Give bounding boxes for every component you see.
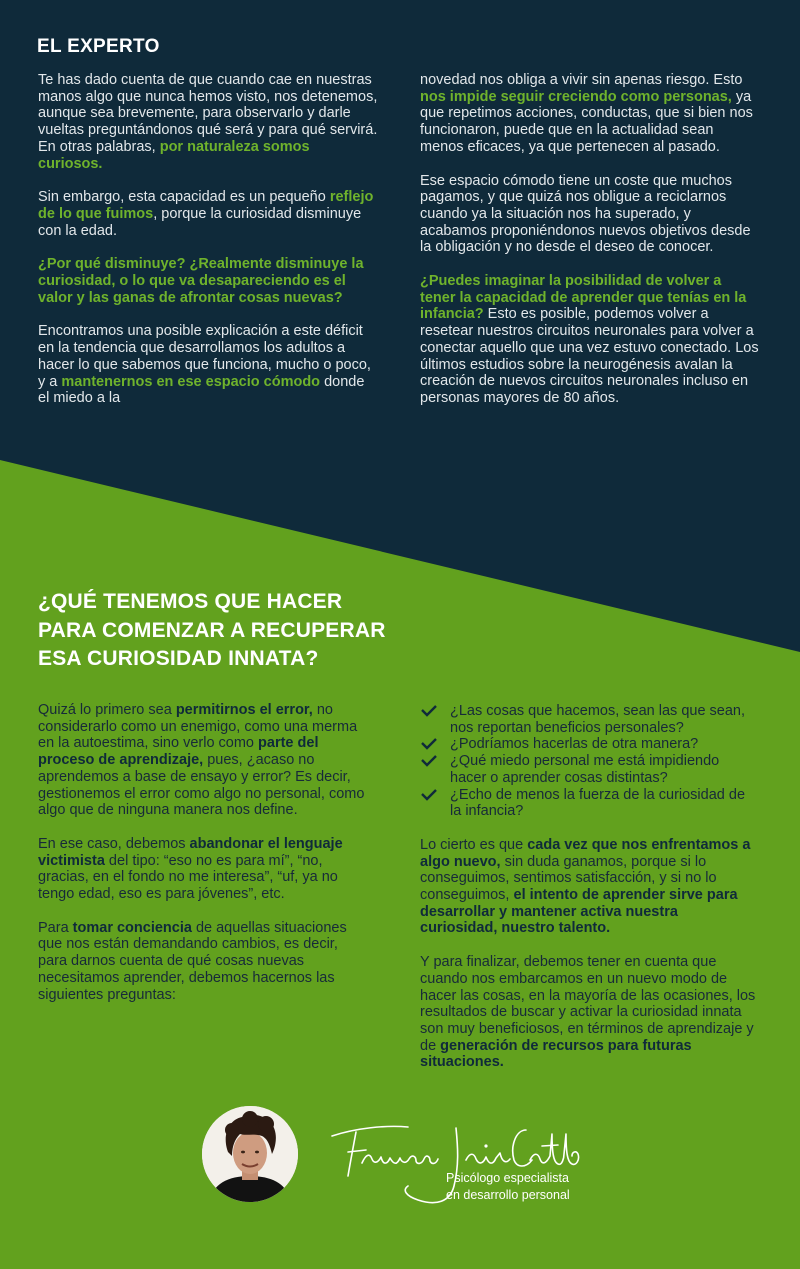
body-text: Encontramos una posible explicación a este déficit en la tendencia que desarrollamos los adultos a hacer lo que sabemos que funciona, mucho o poco, y a bbox=[38, 323, 371, 390]
author-portrait bbox=[202, 1106, 298, 1202]
checkmark-icon bbox=[420, 753, 438, 769]
experto-paragraph bbox=[420, 273, 760, 407]
body-text: Ese espacio cómodo tiene un coste que muchos pagamos, y que quizá nos obligue a reciclarnos cuando ya la situación nos ha superado, y acabamos proponiéndonos nuevos objetivos desde la obligación y no desde el deseo de conocer. bbox=[420, 172, 751, 256]
experto-paragraph bbox=[38, 72, 378, 172]
author-role bbox=[446, 1170, 570, 1204]
experto-paragraph bbox=[420, 72, 760, 156]
author-role-line: Psicólogo especialista bbox=[446, 1171, 569, 1185]
checklist-text: ¿Las cosas que hacemos, sean las que sean, nos reportan beneficios personales? bbox=[450, 703, 746, 736]
checkmark-icon bbox=[420, 736, 438, 752]
checklist-item bbox=[420, 703, 756, 736]
checklist-item bbox=[420, 753, 756, 786]
body-text: Esto es posible, podemos volver a resetear nuestros circuitos neuronales para volver a conectar aquello que una vez estuvo conectado. Los últimos estudios sobre la neurogénesis avalan la creación de nuevos circuitos neuronales incluso en personas mayores de 80 años. bbox=[420, 306, 759, 406]
checklist-text: ¿Podríamos hacerlas de otra manera? bbox=[450, 736, 699, 753]
experto-paragraph bbox=[420, 173, 760, 257]
highlight-text: ¿Por qué disminuye? ¿Realmente disminuye la curiosidad, o lo que va desapareciendo es el valor y las ganas de afrontar cosas nuevas? bbox=[38, 256, 364, 306]
highlight-text: reflejo de lo que fuimos bbox=[38, 189, 374, 222]
section2-paragraph bbox=[420, 954, 756, 1071]
author-avatar bbox=[202, 1106, 298, 1202]
experto-right-column bbox=[420, 72, 760, 407]
body-text: Lo cierto es que bbox=[420, 836, 528, 853]
experto-paragraph bbox=[38, 189, 378, 239]
highlight-text: por naturaleza somos curiosos. bbox=[38, 138, 310, 172]
body-text: pues, ¿acaso no aprendemos a base de ensayo y error? Es decir, gestionemos el error como algo no personal, como algo que de ninguna manera nos define. bbox=[38, 752, 365, 819]
experto-title: EL EXPERTO bbox=[37, 36, 160, 57]
section2-paragraph bbox=[38, 702, 370, 819]
section2-paragraph bbox=[420, 837, 756, 937]
section-title-line: PARA COMENZAR A RECUPERAR bbox=[38, 618, 386, 642]
checklist-item bbox=[420, 736, 756, 753]
highlight-text: generación de recursos para futuras situaciones. bbox=[420, 1037, 692, 1071]
body-text: Sin embargo, esta capacidad es un pequeño bbox=[38, 189, 330, 206]
body-text: Y para finalizar, debemos tener en cuenta que cuando nos embarcamos en un nuevo modo de hacer las cosas, en la mayoría de las ocasiones, los resultados de buscar y activar la curiosidad innata son muy beneficiosos, en términos de aprendizaje y de bbox=[420, 954, 756, 1054]
body-text: del tipo: “eso no es para mí”, “no, gracias, en el fondo no me interesa”, “uf, ya no tengo edad, eso es para jóvenes”, etc. bbox=[38, 852, 338, 903]
body-text: Te has dado cuenta de que cuando cae en nuestras manos algo que nunca hemos visto, nos detenemos, aunque sea brevemente, para observarlo y darle vueltas preguntándonos qué será y para qué servirá. En otras palabras, bbox=[38, 72, 378, 155]
highlight-text: mantenernos en ese espacio cómodo bbox=[61, 373, 321, 390]
section-title-line: ESA CURIOSIDAD INNATA? bbox=[38, 647, 319, 670]
body-text: donde el miedo a la bbox=[38, 373, 365, 407]
checklist-item bbox=[420, 787, 756, 820]
section2-left-column bbox=[38, 702, 370, 1003]
section-title bbox=[38, 588, 386, 674]
question-checklist bbox=[420, 703, 756, 820]
body-text: Para bbox=[38, 919, 73, 936]
checkmark-icon bbox=[420, 703, 438, 719]
body-text: Quizá lo primero sea bbox=[38, 702, 176, 718]
body-text: En ese caso, debemos bbox=[38, 835, 190, 852]
highlight-text: el intento de aprender sirve para desarrollar y mantener activa nuestra curiosidad, nuestro talento. bbox=[420, 887, 738, 937]
experto-left-column bbox=[38, 72, 378, 407]
body-text: ya que repetimos acciones, conductas, que si bien nos funcionaron, puede que en la actualidad sean menos eficaces, ya que pertenecen al pasado. bbox=[420, 88, 753, 155]
body-text: novedad nos obliga a vivir sin apenas riesgo. Esto bbox=[420, 72, 743, 88]
highlight-text: abandonar el lenguaje victimista bbox=[38, 835, 343, 869]
checklist-text: ¿Echo de menos la fuerza de la curiosidad de la infancia? bbox=[450, 786, 746, 820]
section2-right-column bbox=[420, 703, 756, 1071]
checklist-text: ¿Qué miedo personal me está impidiendo hacer o aprender cosas distintas? bbox=[450, 753, 720, 786]
highlight-text: permitirnos el error, bbox=[175, 702, 313, 718]
section-title-line: ¿QUÉ TENEMOS QUE HACER bbox=[38, 590, 343, 613]
highlight-text: parte del proceso de aprendizaje, bbox=[38, 735, 319, 769]
highlight-text: cada vez que nos enfrentamos a algo nuevo, bbox=[420, 836, 751, 870]
highlight-text: nos impide seguir creciendo como personas, bbox=[420, 88, 732, 105]
section2-paragraph bbox=[38, 920, 370, 1004]
section2-paragraph bbox=[38, 836, 370, 903]
highlight-text: tomar conciencia bbox=[72, 919, 192, 936]
checkmark-icon bbox=[420, 787, 438, 803]
experto-question bbox=[38, 256, 378, 306]
body-text: sin duda ganamos, porque si lo conseguimos, sentimos satisfacción, y si no lo conseguimos, bbox=[420, 853, 717, 904]
author-role-line: en desarrollo personal bbox=[446, 1188, 570, 1202]
body-text: no considerarlo como un enemigo, como una merma en la autoestima, sino verlo como bbox=[38, 702, 358, 752]
highlight-text: ¿Puedes imaginar la posibilidad de volver a tener la capacidad de aprender que tenías en la infancia? bbox=[420, 273, 747, 323]
body-text: de aquellas situaciones que nos están demandando cambios, es decir, para darnos cuenta de qué cosas nuevas necesitamos aprender, debemos hacernos las siguientes preguntas: bbox=[38, 919, 347, 1003]
experto-paragraph bbox=[38, 323, 378, 407]
body-text: , porque la curiosidad disminuye con la edad. bbox=[38, 205, 362, 239]
